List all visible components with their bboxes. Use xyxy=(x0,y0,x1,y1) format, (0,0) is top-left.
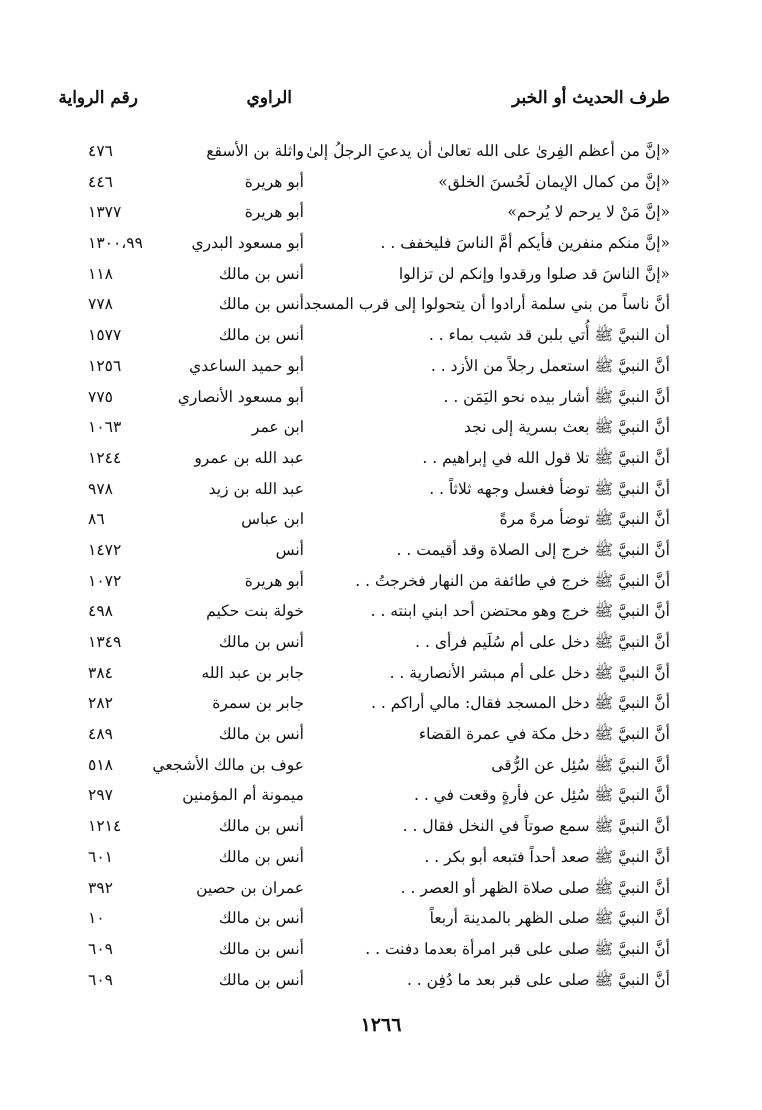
hadith-text: أنَّ ناساً من بني سلمة أرادوا أن يتحولوا إلى قرب المسجد xyxy=(303,295,670,314)
hadith-text: أنَّ النبيَّ ﷺ صعد أحداً فتبعه أبو بكر . . xyxy=(424,847,670,866)
narrator-name: أنس بن مالك xyxy=(218,847,304,866)
narration-number: ٧٧٨ xyxy=(88,295,113,314)
narration-number: ٧٧٥ xyxy=(88,387,113,406)
hadith-text: أنَّ النبيَّ ﷺ أشار بيده نحو اليَمَن . . xyxy=(443,387,670,406)
narrator-name: عبد الله بن عمرو xyxy=(194,448,304,467)
narrator-name: أنس بن مالك xyxy=(218,295,304,314)
narration-number: ١٢٤٤ xyxy=(88,448,122,467)
narration-number: ٦٠١ xyxy=(88,847,113,866)
narration-number: ١٤٧٢ xyxy=(88,540,122,559)
narration-number: ١٣٠٠،٩٩ xyxy=(88,234,143,253)
narrator-name: أبو هريرة xyxy=(244,203,304,222)
table-row xyxy=(0,780,762,811)
narrator-name: خولة بنت حكيم xyxy=(206,602,304,621)
narrator-name: واثلة بن الأسقع xyxy=(206,142,304,160)
table-row xyxy=(0,228,762,259)
hadith-text: أنَّ النبيَّ ﷺ سُئِل عن الرُّقى xyxy=(491,755,670,774)
narrator-name: أنس بن مالك xyxy=(218,264,304,283)
hadith-text: أنَّ النبيَّ ﷺ صلى على قبر امرأة بعدما دفنت . . xyxy=(365,939,670,958)
hadith-text: «إنَّ منكم منفرين فأيكم أمَّ الناسَ فليخفف . . xyxy=(380,234,670,253)
narration-number: ١١٨ xyxy=(88,264,113,283)
hadith-text: أنَّ النبيَّ ﷺ دخل مكة في عمرة القضاء xyxy=(418,725,670,744)
narrator-name: ابن عمر xyxy=(251,418,304,437)
hadith-text: أنَّ النبيَّ ﷺ دخل المسجد فقال: مالي أراكم . . xyxy=(370,694,670,713)
table-row xyxy=(0,535,762,566)
table-row xyxy=(0,474,762,505)
narrator-name: ابن عباس xyxy=(241,510,304,529)
narrator-name: أنس بن مالك xyxy=(218,817,304,836)
narration-number: ١٢٥٦ xyxy=(88,356,122,375)
hadith-text: أنَّ النبيَّ ﷺ توضأ مرةً مرةً xyxy=(499,510,670,529)
narrator-name: أبو هريرة xyxy=(244,172,304,191)
table-row xyxy=(0,136,762,167)
narration-number: ١٥٧٧ xyxy=(88,326,122,345)
narrator-name: أنس بن مالك xyxy=(218,326,304,345)
narrator-name: أنس بن مالك xyxy=(218,909,304,928)
hadith-text: أنَّ النبيَّ ﷺ خرج إلى الصلاة وقد أقيمت . . xyxy=(396,540,670,559)
index-table-body xyxy=(0,136,762,995)
table-row xyxy=(0,719,762,750)
hadith-text: أنَّ النبيَّ ﷺ خرج وهو محتضن أحد ابني ابنته . . xyxy=(370,602,670,621)
narration-number: ٤٩٨ xyxy=(88,602,113,621)
narration-number: ٤٧٦ xyxy=(88,142,113,160)
narrator-name: أنس بن مالك xyxy=(218,970,304,989)
narration-number: ٥١٨ xyxy=(88,755,113,774)
narrator-name: أبو مسعود الأنصاري xyxy=(177,387,304,406)
hadith-text: أنَّ النبيَّ ﷺ استعمل رجلاً من الأزد . . xyxy=(430,356,670,375)
table-row xyxy=(0,842,762,873)
hadith-text: أنَّ النبيَّ ﷺ دخل على أم مبشر الأنصارية . . xyxy=(389,663,670,682)
table-row xyxy=(0,412,762,443)
column-header-narrator: الراوي xyxy=(246,88,292,108)
narration-number: ٣٩٢ xyxy=(88,878,113,897)
narrator-name: جابر بن سمرة xyxy=(212,694,304,713)
narrator-name: جابر بن عبد الله xyxy=(201,663,304,682)
narrator-name: أبو حميد الساعدي xyxy=(189,356,304,375)
narration-number: ١٠٧٢ xyxy=(88,571,122,590)
hadith-text: أنَّ النبيَّ ﷺ تلا قول الله في إبراهيم . . xyxy=(422,448,670,467)
hadith-text: أنَّ النبيَّ ﷺ سمع صوتاً في النخل فقال . . xyxy=(402,817,670,836)
narration-number: ٨٦ xyxy=(88,510,105,529)
table-row xyxy=(0,934,762,965)
table-row xyxy=(0,504,762,535)
column-header-hadith: طرف الحديث أو الخبر xyxy=(512,88,670,108)
narrator-name: عوف بن مالك الأشجعي xyxy=(152,755,304,774)
table-row xyxy=(0,627,762,658)
table-row xyxy=(0,443,762,474)
table-header xyxy=(0,88,762,118)
narrator-name: ميمونة أم المؤمنين xyxy=(182,786,304,805)
narration-number: ٩٧٨ xyxy=(88,479,113,498)
narrator-name: عمران بن حصين xyxy=(196,878,304,897)
narrator-name: أنس بن مالك xyxy=(218,939,304,958)
hadith-text: أنَّ النبيَّ ﷺ بعث بسرية إلى نجد xyxy=(463,418,670,437)
narration-number: ١٠ xyxy=(88,909,105,928)
hadith-text: أنَّ النبيَّ ﷺ دخل على أم سُلَيم فرأى . . xyxy=(415,633,670,651)
table-row xyxy=(0,811,762,842)
table-row xyxy=(0,965,762,996)
hadith-text: «إنَّ مَنْ لا يرحم لا يُرحم» xyxy=(507,203,670,222)
table-row xyxy=(0,289,762,320)
narration-number: ١٣٧٧ xyxy=(88,203,122,222)
table-row xyxy=(0,259,762,290)
narration-number: ٤٤٦ xyxy=(88,172,113,191)
narrator-name: عبد الله بن زيد xyxy=(208,479,304,498)
hadith-text: أنَّ النبيَّ ﷺ سُئِل عن فأرةٍ وقعت في . . xyxy=(413,786,670,805)
table-row xyxy=(0,750,762,781)
narration-number: ١٢١٤ xyxy=(88,817,122,836)
hadith-text: أنَّ النبيَّ ﷺ خرج في طائفة من النهار فخرجتُ . . xyxy=(355,571,670,590)
narrator-name: أنس بن مالك xyxy=(218,633,304,651)
narration-number: ٢٨٢ xyxy=(88,694,113,713)
table-row xyxy=(0,873,762,904)
narration-number: ٣٨٤ xyxy=(88,663,113,682)
hadith-text: «إنَّ من أعظم الفِرىٰ على الله تعالىٰ أن يدعيَ الرجلُ إلىٰ . . xyxy=(286,142,670,160)
narration-number: ٤٨٩ xyxy=(88,725,113,744)
page-number: ١٢٦٦ xyxy=(360,1014,402,1036)
hadith-text: أنَّ النبيَّ ﷺ صلى على قبر بعد ما دُفِن . . xyxy=(406,970,670,989)
table-row xyxy=(0,197,762,228)
table-row xyxy=(0,320,762,351)
narrator-name: أنس xyxy=(275,540,304,559)
hadith-text: «إنَّ الناسَ قد صلوا ورقدوا وإنكم لن تزالوا xyxy=(398,264,670,283)
hadith-text: أنَّ النبيَّ ﷺ صلى الظهر بالمدينة أربعاً xyxy=(429,909,670,928)
column-header-number: رقم الرواية xyxy=(58,88,138,108)
table-row xyxy=(0,658,762,689)
table-row xyxy=(0,382,762,413)
narration-number: ١٠٦٣ xyxy=(88,418,122,437)
narration-number: ٢٩٧ xyxy=(88,786,113,805)
narrator-name: أبو مسعود البدري xyxy=(191,234,304,253)
narration-number: ٦٠٩ xyxy=(88,970,113,989)
table-row xyxy=(0,903,762,934)
hadith-text: أن النبيَّ ﷺ أُتي بلبن قد شيب بماء . . xyxy=(428,326,670,345)
table-row xyxy=(0,596,762,627)
narrator-name: أبو هريرة xyxy=(244,571,304,590)
table-row xyxy=(0,566,762,597)
table-row xyxy=(0,351,762,382)
hadith-text: أنَّ النبيَّ ﷺ صلى صلاة الظهر أو العصر . . xyxy=(400,878,670,897)
narration-number: ١٣٤٩ xyxy=(88,633,122,651)
hadith-text: «إنَّ من كمال الإيمان لَحُسنَ الخلق» xyxy=(438,172,670,191)
table-row xyxy=(0,167,762,198)
narrator-name: أنس بن مالك xyxy=(218,725,304,744)
hadith-text: أنَّ النبيَّ ﷺ توضأ فغسل وجهه ثلاثاً . . xyxy=(429,479,670,498)
table-row xyxy=(0,688,762,719)
narration-number: ٦٠٩ xyxy=(88,939,113,958)
